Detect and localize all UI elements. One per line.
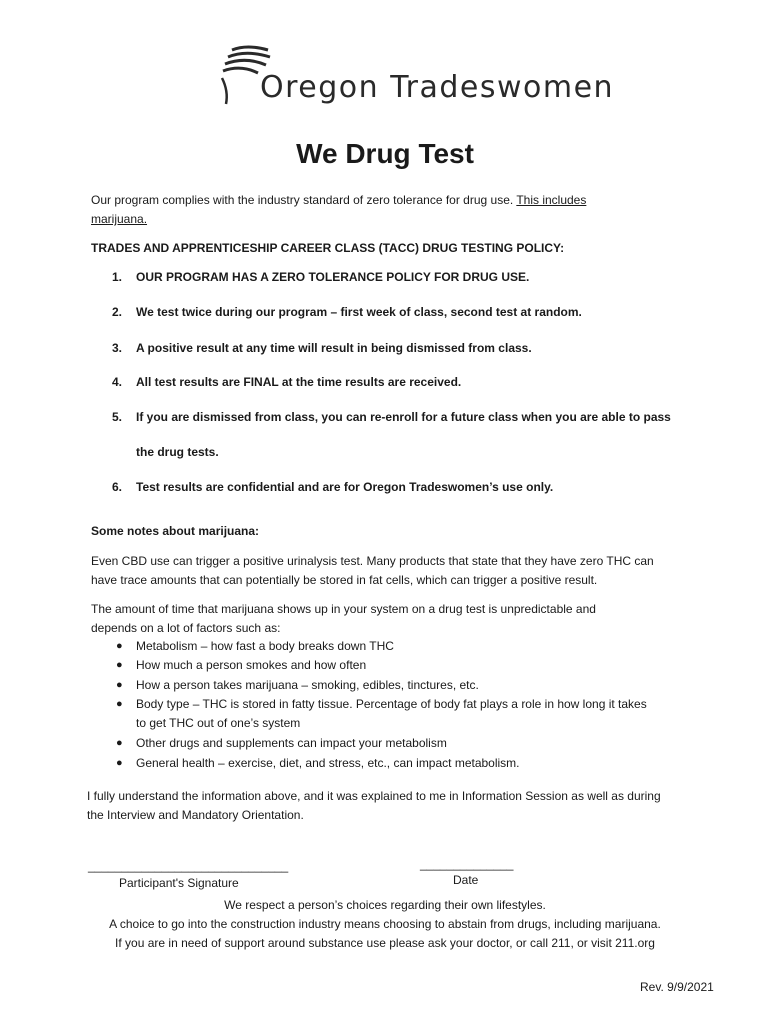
intro-underlined-1: This includes bbox=[516, 193, 587, 207]
bullet-icon: ● bbox=[116, 659, 123, 671]
bullet-icon: ● bbox=[116, 640, 123, 652]
list-item: General health – exercise, diet, and stress, etc., can impact metabolism. bbox=[136, 756, 520, 770]
notes-heading: Some notes about marijuana: bbox=[91, 524, 260, 538]
list-item: How much a person smokes and how often bbox=[136, 658, 367, 672]
policy-item: A positive result at any time will result in being dismissed from class. bbox=[136, 341, 532, 355]
list-item: Metabolism – how fast a body breaks down THC bbox=[136, 639, 394, 653]
logo bbox=[220, 40, 615, 112]
policy-item: If you are dismissed from class, you can re-enroll for a future class when you are able to pass bbox=[136, 410, 671, 424]
time-line: The amount of time that marijuana shows up in your system on a drug test is unpredictable and bbox=[91, 602, 596, 616]
policy-item: We test twice during our program – first week of class, second test at random. bbox=[136, 305, 582, 319]
signature-line[interactable]: ______________________________ bbox=[88, 859, 289, 873]
closing-line: A choice to go into the construction industry means choosing to abstain from drugs, including marijuana. bbox=[109, 917, 661, 931]
closing-line: We respect a person’s choices regarding their own lifestyles. bbox=[224, 898, 546, 912]
policy-number: 4. bbox=[112, 375, 123, 389]
signature-label: Participant's Signature bbox=[119, 876, 239, 890]
policy-number: 5. bbox=[112, 410, 123, 424]
acknowledgement bbox=[87, 787, 757, 825]
time-line: depends on a lot of factors such as: bbox=[91, 621, 281, 635]
policy-item-continued: the drug tests. bbox=[136, 445, 219, 459]
policy-number: 3. bbox=[112, 341, 123, 355]
bullet-icon: ● bbox=[116, 698, 123, 710]
acknowledgement-line: the Interview and Mandatory Orientation. bbox=[87, 808, 304, 822]
intro-text: Our program complies with the industry standard of zero tolerance for drug use. bbox=[91, 193, 514, 207]
intro-paragraph bbox=[91, 191, 691, 229]
policy-item: Test results are confidential and are for Oregon Tradeswomen’s use only. bbox=[136, 480, 554, 494]
closing-line: If you are in need of support around substance use please ask your doctor, or call 211, or visit 211.org bbox=[115, 936, 655, 950]
logo-text: Oregon Tradeswomen bbox=[260, 70, 615, 105]
acknowledgement-line: I fully understand the information above, and it was explained to me in Information Session as well as during bbox=[87, 789, 661, 803]
list-item: Other drugs and supplements can impact your metabolism bbox=[136, 736, 447, 750]
policy-heading: TRADES AND APPRENTICESHIP CAREER CLASS (TACC) DRUG TESTING POLICY: bbox=[91, 241, 565, 255]
date-line[interactable]: ______________ bbox=[420, 857, 514, 871]
policy-item: All test results are FINAL at the time results are received. bbox=[136, 375, 462, 389]
bullet-icon: ● bbox=[116, 757, 123, 769]
intro-underlined-2: marijuana. bbox=[91, 212, 148, 226]
page-title: We Drug Test bbox=[296, 138, 474, 169]
policy-number: 6. bbox=[112, 480, 123, 494]
cbd-line: have trace amounts that can potentially be stored in fat cells, which can trigger a positive result. bbox=[91, 573, 598, 587]
revision-date: Rev. 9/9/2021 bbox=[640, 980, 714, 994]
list-item: Body type – THC is stored in fatty tissue. Percentage of body fat plays a role in how long it takes bbox=[136, 697, 647, 711]
list-item-continued: to get THC out of one’s system bbox=[136, 716, 301, 730]
cbd-paragraph bbox=[91, 552, 751, 590]
date-label: Date bbox=[453, 873, 479, 887]
bullet-icon: ● bbox=[116, 737, 123, 749]
policy-item: OUR PROGRAM HAS A ZERO TOLERANCE POLICY FOR DRUG USE. bbox=[136, 270, 530, 284]
time-paragraph bbox=[91, 600, 751, 638]
cbd-line: Even CBD use can trigger a positive urinalysis test. Many products that state that they have zero THC can bbox=[91, 554, 654, 568]
policy-number: 2. bbox=[112, 305, 123, 319]
bullet-icon: ● bbox=[116, 679, 123, 691]
policy-number: 1. bbox=[112, 270, 123, 284]
list-item: How a person takes marijuana – smoking, edibles, tinctures, etc. bbox=[136, 678, 479, 692]
